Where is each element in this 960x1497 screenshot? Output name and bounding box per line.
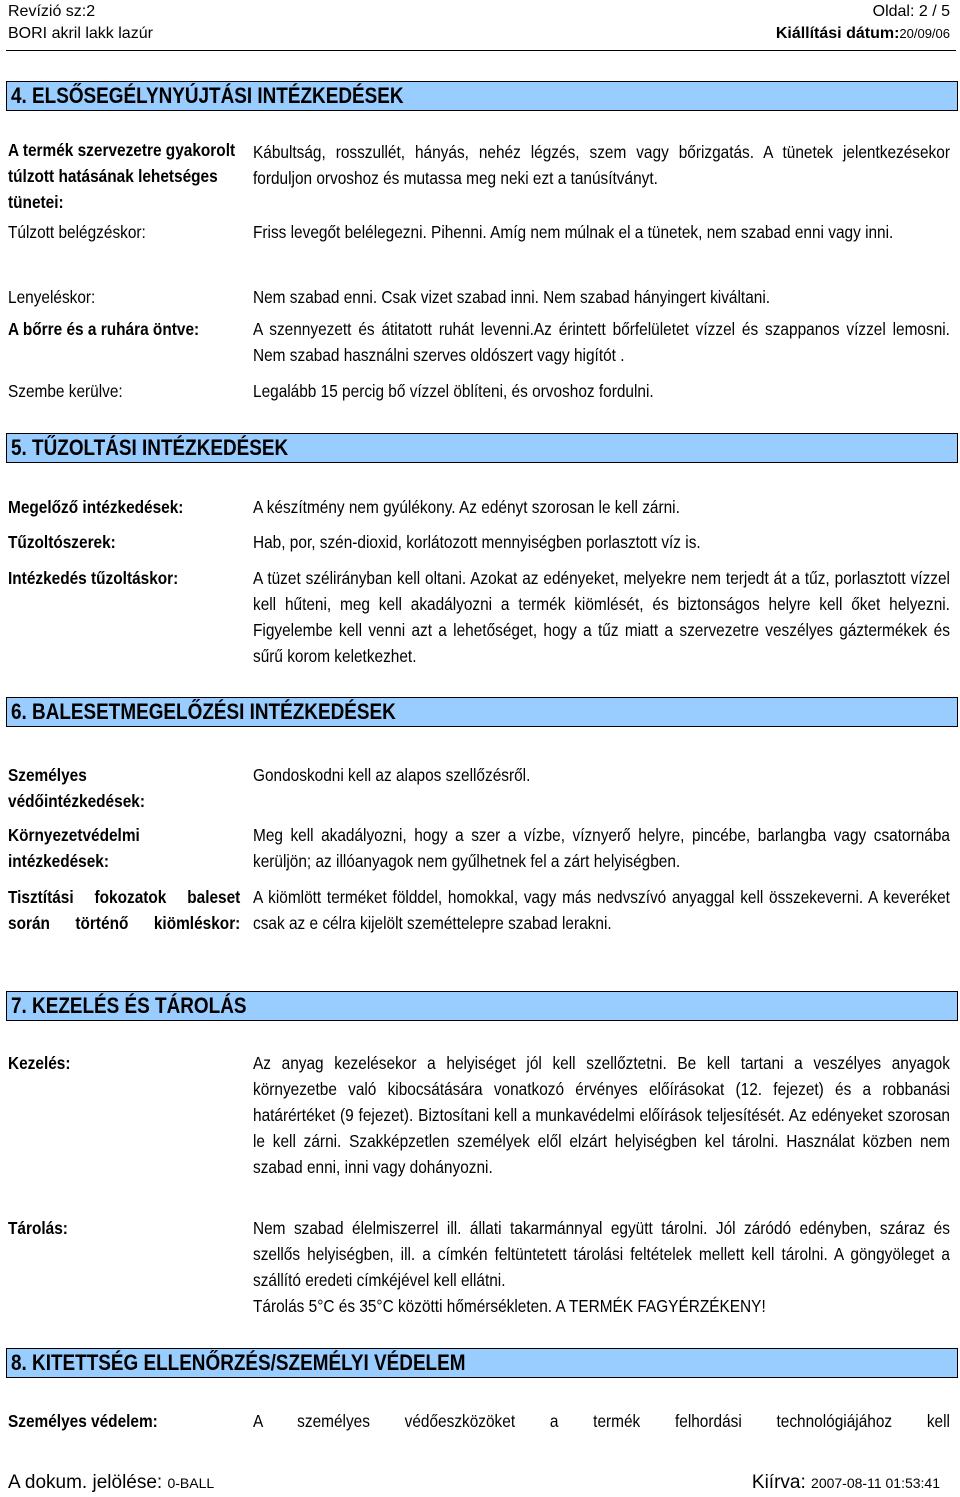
header-divider <box>6 50 956 51</box>
s4-text-symptoms: Kábultság, rosszullét, hányás, nehéz légzés, szem vagy bőrizgatás. A tünetek jelentkezésekor forduljon orvoshoz és mutassa meg neki ezt a tanúsítványt. <box>253 142 950 188</box>
section-6-heading: 6. BALESETMEGELŐZÉSI INTÉZKEDÉSEK <box>6 697 958 727</box>
section-8-heading: 8. KITETTSÉG ELLENŐRZÉS/SZEMÉLYI VÉDELEM <box>6 1348 958 1378</box>
s5-text-extinguishers: Hab, por, szén-dioxid, korlátozott mennyiségben porlasztott víz is. <box>253 532 701 552</box>
s4-text-eye: Legalább 15 percig bő vízzel öblíteni, és orvoshoz fordulni. <box>253 381 654 401</box>
s6-text-cleanup: A kiömlött terméket földdel, homokkal, vagy más nedvszívó anyaggal kell összekeverni. A keveréket csak az e célra kijelölt szeméttelepre szabad lerakni. <box>253 887 950 933</box>
s4-text-skin: A szennyezett és átitatott ruhát levenni.Az érintett bőrfelületet vízzel és szappanos vízzel lemosni. Nem szabad használni szerves oldószert vagy higítót . <box>253 319 950 365</box>
s5-label-extinguishers: Tűzoltószerek: <box>8 532 116 552</box>
section-5-heading: 5. TŰZOLTÁSI INTÉZKEDÉSEK <box>6 433 958 463</box>
document-code-label: A dokum. jelölése: <box>8 1472 163 1493</box>
revision-number: Revízió sz:2 <box>8 3 96 20</box>
s8-text-personal-protection: A személyes védőeszközöket a termék felhordási technológiájához kell <box>253 1411 950 1431</box>
s8-label-personal-protection: Személyes védelem: <box>8 1411 158 1431</box>
issue-date-value: 20/09/06 <box>899 26 950 41</box>
s4-label-eye: Szembe kerülve: <box>8 381 123 401</box>
document-code-value: 0-BALL <box>167 1475 215 1491</box>
s5-label-firefighting: Intézkedés tűzoltáskor: <box>8 568 179 588</box>
s4-label-ingestion: Lenyeléskor: <box>8 287 96 307</box>
s4-label-symptoms: A termék szervezetre gyakorolt túlzott hatásának lehetséges tünetei: <box>8 140 236 212</box>
s7-text-handling: Az anyag kezelésekor a helyiséget jól kell szellőztetni. Be kell tartani a veszélyes anyagok környezetbe való kibocsátására vonatkozó érvényes előírásokat (12. fejezet) és a robbanási határértéket (9 fejezet). Biztosítani kell a munkavédelmi előírások teljesítését. Az edényeket szorosan le kell zárni. Szakképzetlen személyek elől elzárt helyiségben kel tárolni. Használat közben nem szabad enni, inni vagy dohányozni. <box>253 1053 950 1177</box>
s5-text-firefighting: A tüzet szélirányban kell oltani. Azokat az edényeket, melyekre nem terjedt át a tűz, porlasztott vízzel kell hűteni, meg kell akadályozni a termék kiömlését, és biztonságos helyre kell őket helyezni. Figyelembe kell venni azt a lehetőséget, hogy a tűz miatt a szervezetre veszélyes gáztermékek és sűrű korom keletkezhet. <box>253 568 950 666</box>
product-name: BORI akril lakk lazúr <box>8 25 153 42</box>
s6-text-personal: Gondoskodni kell az alapos szellőzésről. <box>253 765 531 785</box>
s7-storage-temperature: Tárolás 5°C és 35°C közötti hőmérsékleten. A TERMÉK FAGYÉRZÉKENY! <box>253 1296 766 1316</box>
issue-date-label: Kiállítási dátum: <box>775 25 900 42</box>
s4-label-skin: A bőrre és a ruhára öntve: <box>8 319 200 339</box>
s6-label-personal: Személyes védőintézkedések: <box>8 765 145 811</box>
s4-text-ingestion: Nem szabad enni. Csak vizet szabad inni. Nem szabad hányingert kiváltani. <box>253 287 771 307</box>
s5-label-prevention: Megelőző intézkedések: <box>8 497 184 517</box>
s7-label-handling: Kezelés: <box>8 1053 71 1073</box>
s4-text-inhalation: Friss levegőt belélegezni. Pihenni. Amíg nem múlnak el a tünetek, nem szabad enni vagy inni. <box>253 222 894 242</box>
print-timestamp <box>752 1472 940 1494</box>
issue-date <box>776 24 950 44</box>
section-4-heading: 4. ELSŐSEGÉLYNYÚJTÁSI INTÉZKEDÉSEK <box>6 81 958 111</box>
s7-label-storage: Tárolás: <box>8 1218 68 1238</box>
print-timestamp-value: 2007-08-11 01:53:41 <box>811 1475 940 1491</box>
section-7-heading: 7. KEZELÉS ÉS TÁROLÁS <box>6 991 958 1021</box>
s7-text-storage: Nem szabad élelmiszerrel ill. állati takarmánnyal együtt tárolni. Jól záródó edényben, száraz és szellős helyiségben, ill. a címkén feltüntetett tárolási feltételek mellett kell tárolni. A göngyöleget a szállító eredeti címkéjével kell ellátni. Tárolás 5°C és 35°C közötti hőmérsékleten. A TERMÉK FAGYÉRZÉKENY! <box>253 1215 950 1319</box>
print-timestamp-label: Kiírva: <box>751 1472 806 1493</box>
s6-label-environment: Környezetvédelmi intézkedések: <box>8 825 140 871</box>
s5-text-prevention: A készítmény nem gyúlékony. Az edényt szorosan le kell zárni. <box>253 497 680 517</box>
s4-label-inhalation: Túlzott belégzéskor: <box>8 222 146 242</box>
s6-label-cleanup: Tisztítási fokozatok baleset során történő kiömléskor: <box>8 887 241 933</box>
page-number: Oldal: 2 / 5 <box>872 3 950 20</box>
document-code <box>8 1472 214 1494</box>
s6-text-environment: Meg kell akadályozni, hogy a szer a vízbe, víznyerő helyre, pincébe, barlangba vagy csatornába kerüljön; az illóanyagok nem gyűlhetnek fel a zárt helyiségben. <box>253 825 950 871</box>
